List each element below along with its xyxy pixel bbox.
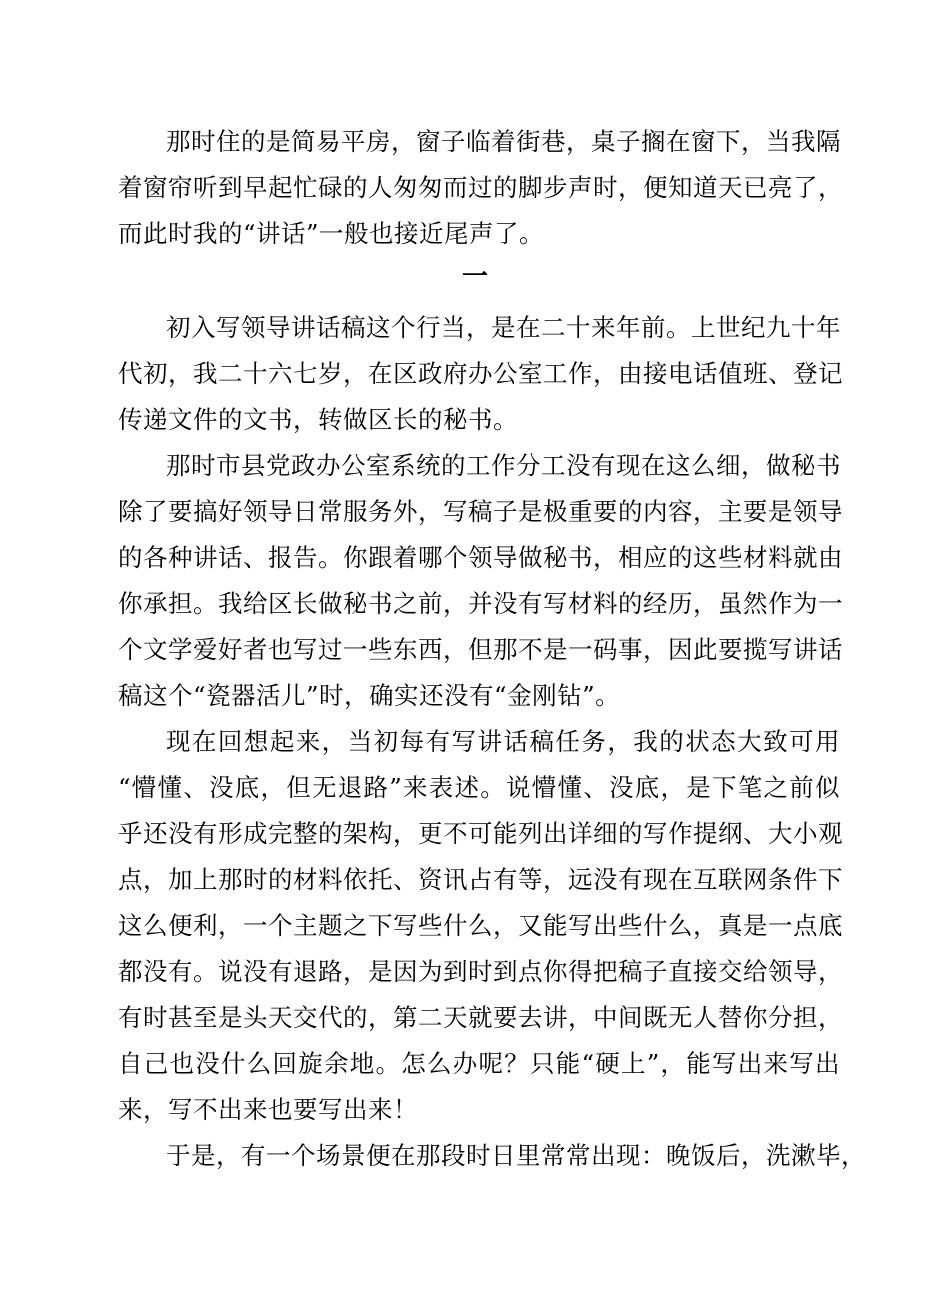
text-line: 你承担。我给区长做秘书之前，并没有写材料的经历，虽然作为一: [118, 589, 843, 618]
text-line: 初入写领导讲话稿这个行当，是在二十来年前。上世纪九十年: [166, 313, 841, 342]
text-line: 来，写不出来也要写出来！: [118, 1095, 418, 1124]
text-line: 传递文件的文书，转做区长的秘书。: [118, 405, 518, 434]
text-line: 有时甚至是头天交代的，第二天就要去讲，中间既无人替你分担，: [118, 1003, 843, 1032]
text-line: 代初，我二十六七岁，在区政府办公室工作，由接电话值班、登记: [118, 359, 843, 388]
text-line: 都没有。说没有退路，是因为到时到点你得把稿子直接交给领导，: [118, 957, 843, 986]
text-line: 乎还没有形成完整的架构，更不可能列出详细的写作提纲、大小观: [118, 819, 843, 848]
text-line: 这么便利，一个主题之下写些什么，又能写出些什么，真是一点底: [118, 911, 843, 940]
text-line: 个文学爱好者也写过一些东西，但那不是一码事，因此要揽写讲话: [118, 635, 843, 664]
text-line: 而此时我的“讲话”一般也接近尾声了。: [118, 219, 545, 248]
text-line: 现在回想起来，当初每有写讲话稿任务，我的状态大致可用: [166, 727, 840, 756]
text-line: 那时住的是简易平房，窗子临着街巷，桌子搁在窗下，当我隔: [166, 127, 841, 156]
text-line: 除了要搞好领导日常服务外，写稿子是极重要的内容，主要是领导: [118, 497, 843, 526]
text-line: 那时市县党政办公室系统的工作分工没有现在这么细，做秘书: [166, 451, 841, 480]
text-line: 点，加上那时的材料依托、资讯占有等，远没有现在互联网条件下: [118, 865, 843, 894]
text-line: 自己也没什么回旋余地。怎么办呢？只能“硬上”，能写出来写出: [118, 1049, 840, 1078]
section-heading: 一: [461, 262, 488, 292]
text-line: 着窗帘听到早起忙碌的人匆匆而过的脚步声时，便知道天已亮了，: [118, 173, 843, 202]
text-line: 的各种讲话、报告。你跟着哪个领导做秘书，相应的这些材料就由: [118, 543, 843, 572]
text-line: 于是，有一个场景便在那段时日里常常出现：晚饭后，洗漱毕，: [166, 1141, 866, 1170]
text-line: “懵懂、没底，但无退路”来表述。说懵懂、没底，是下笔之前似: [118, 773, 840, 802]
text-line: 稿这个“瓷器活儿”时，确实还没有“金刚钻”。: [118, 681, 621, 710]
